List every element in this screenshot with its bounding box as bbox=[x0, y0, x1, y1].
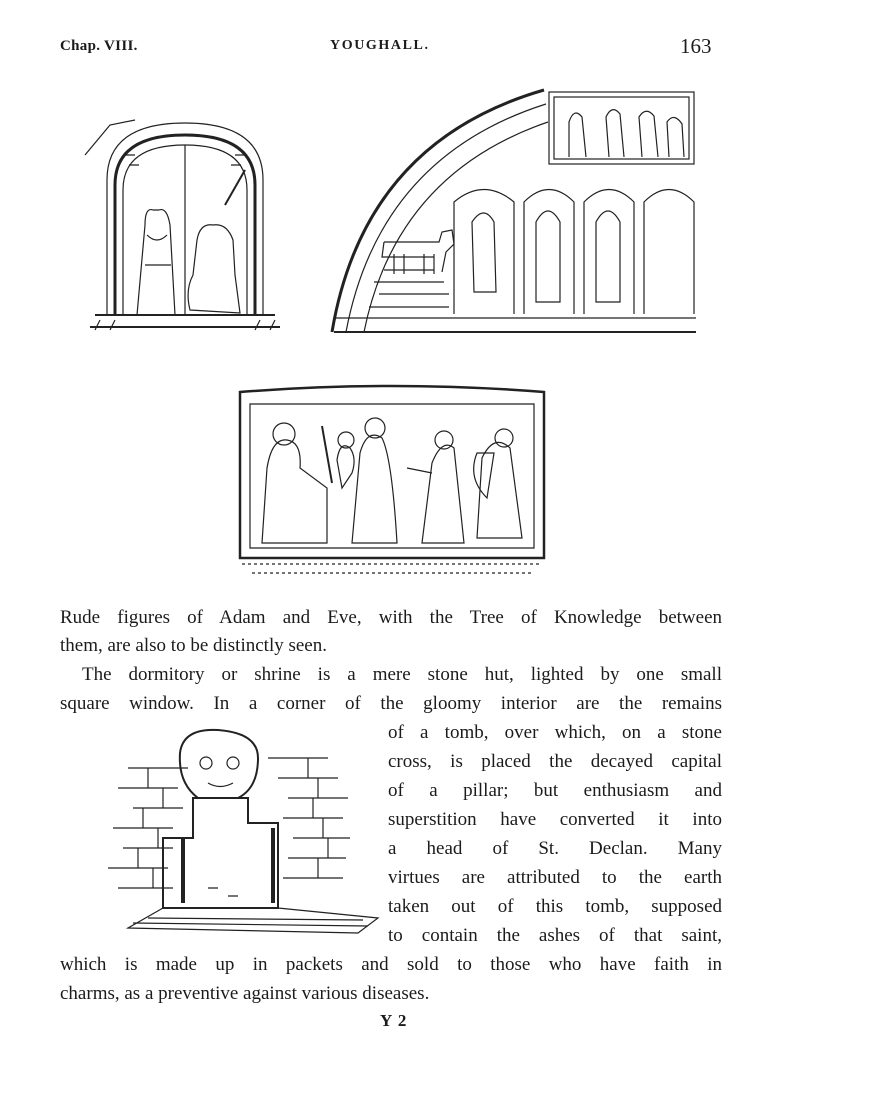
text-line: a head of St. Declan. Many bbox=[388, 838, 722, 859]
page-number: 163 bbox=[680, 34, 712, 58]
text-line: superstition have converted it into bbox=[388, 809, 722, 830]
text-line: charms, as a preventive against various diseases. bbox=[60, 983, 430, 1004]
text-line: virtues are attributed to the earth bbox=[388, 867, 722, 888]
text-line: to contain the ashes of that saint, bbox=[388, 925, 722, 946]
text-line: Rude figures of Adam and Eve, with the Tree of Knowledge between bbox=[60, 607, 722, 628]
text-line: taken out of this tomb, supposed bbox=[388, 896, 722, 917]
figure-carved-tympanum bbox=[324, 82, 704, 340]
text-line: The dormitory or shrine is a mere stone hut, lighted by one small bbox=[82, 664, 722, 685]
figure-stone-tomb bbox=[88, 728, 384, 942]
figure-relief-panel bbox=[232, 378, 550, 582]
text-line: square window. In a corner of the gloomy interior are the remains bbox=[60, 693, 722, 714]
figure-arched-niche bbox=[75, 115, 285, 340]
text-line: them, are also to be distinctly seen. bbox=[60, 635, 327, 656]
text-line: of a pillar; but enthusiasm and bbox=[388, 780, 722, 801]
running-title: YOUGHALL. bbox=[330, 38, 430, 53]
signature-mark: Y 2 bbox=[380, 1011, 408, 1030]
text-line: which is made up in packets and sold to those who have faith in bbox=[60, 954, 722, 975]
chapter-heading: Chap. VIII. bbox=[60, 38, 138, 54]
text-line: of a tomb, over which, on a stone bbox=[388, 722, 722, 743]
text-line: cross, is placed the decayed capital bbox=[388, 751, 722, 772]
